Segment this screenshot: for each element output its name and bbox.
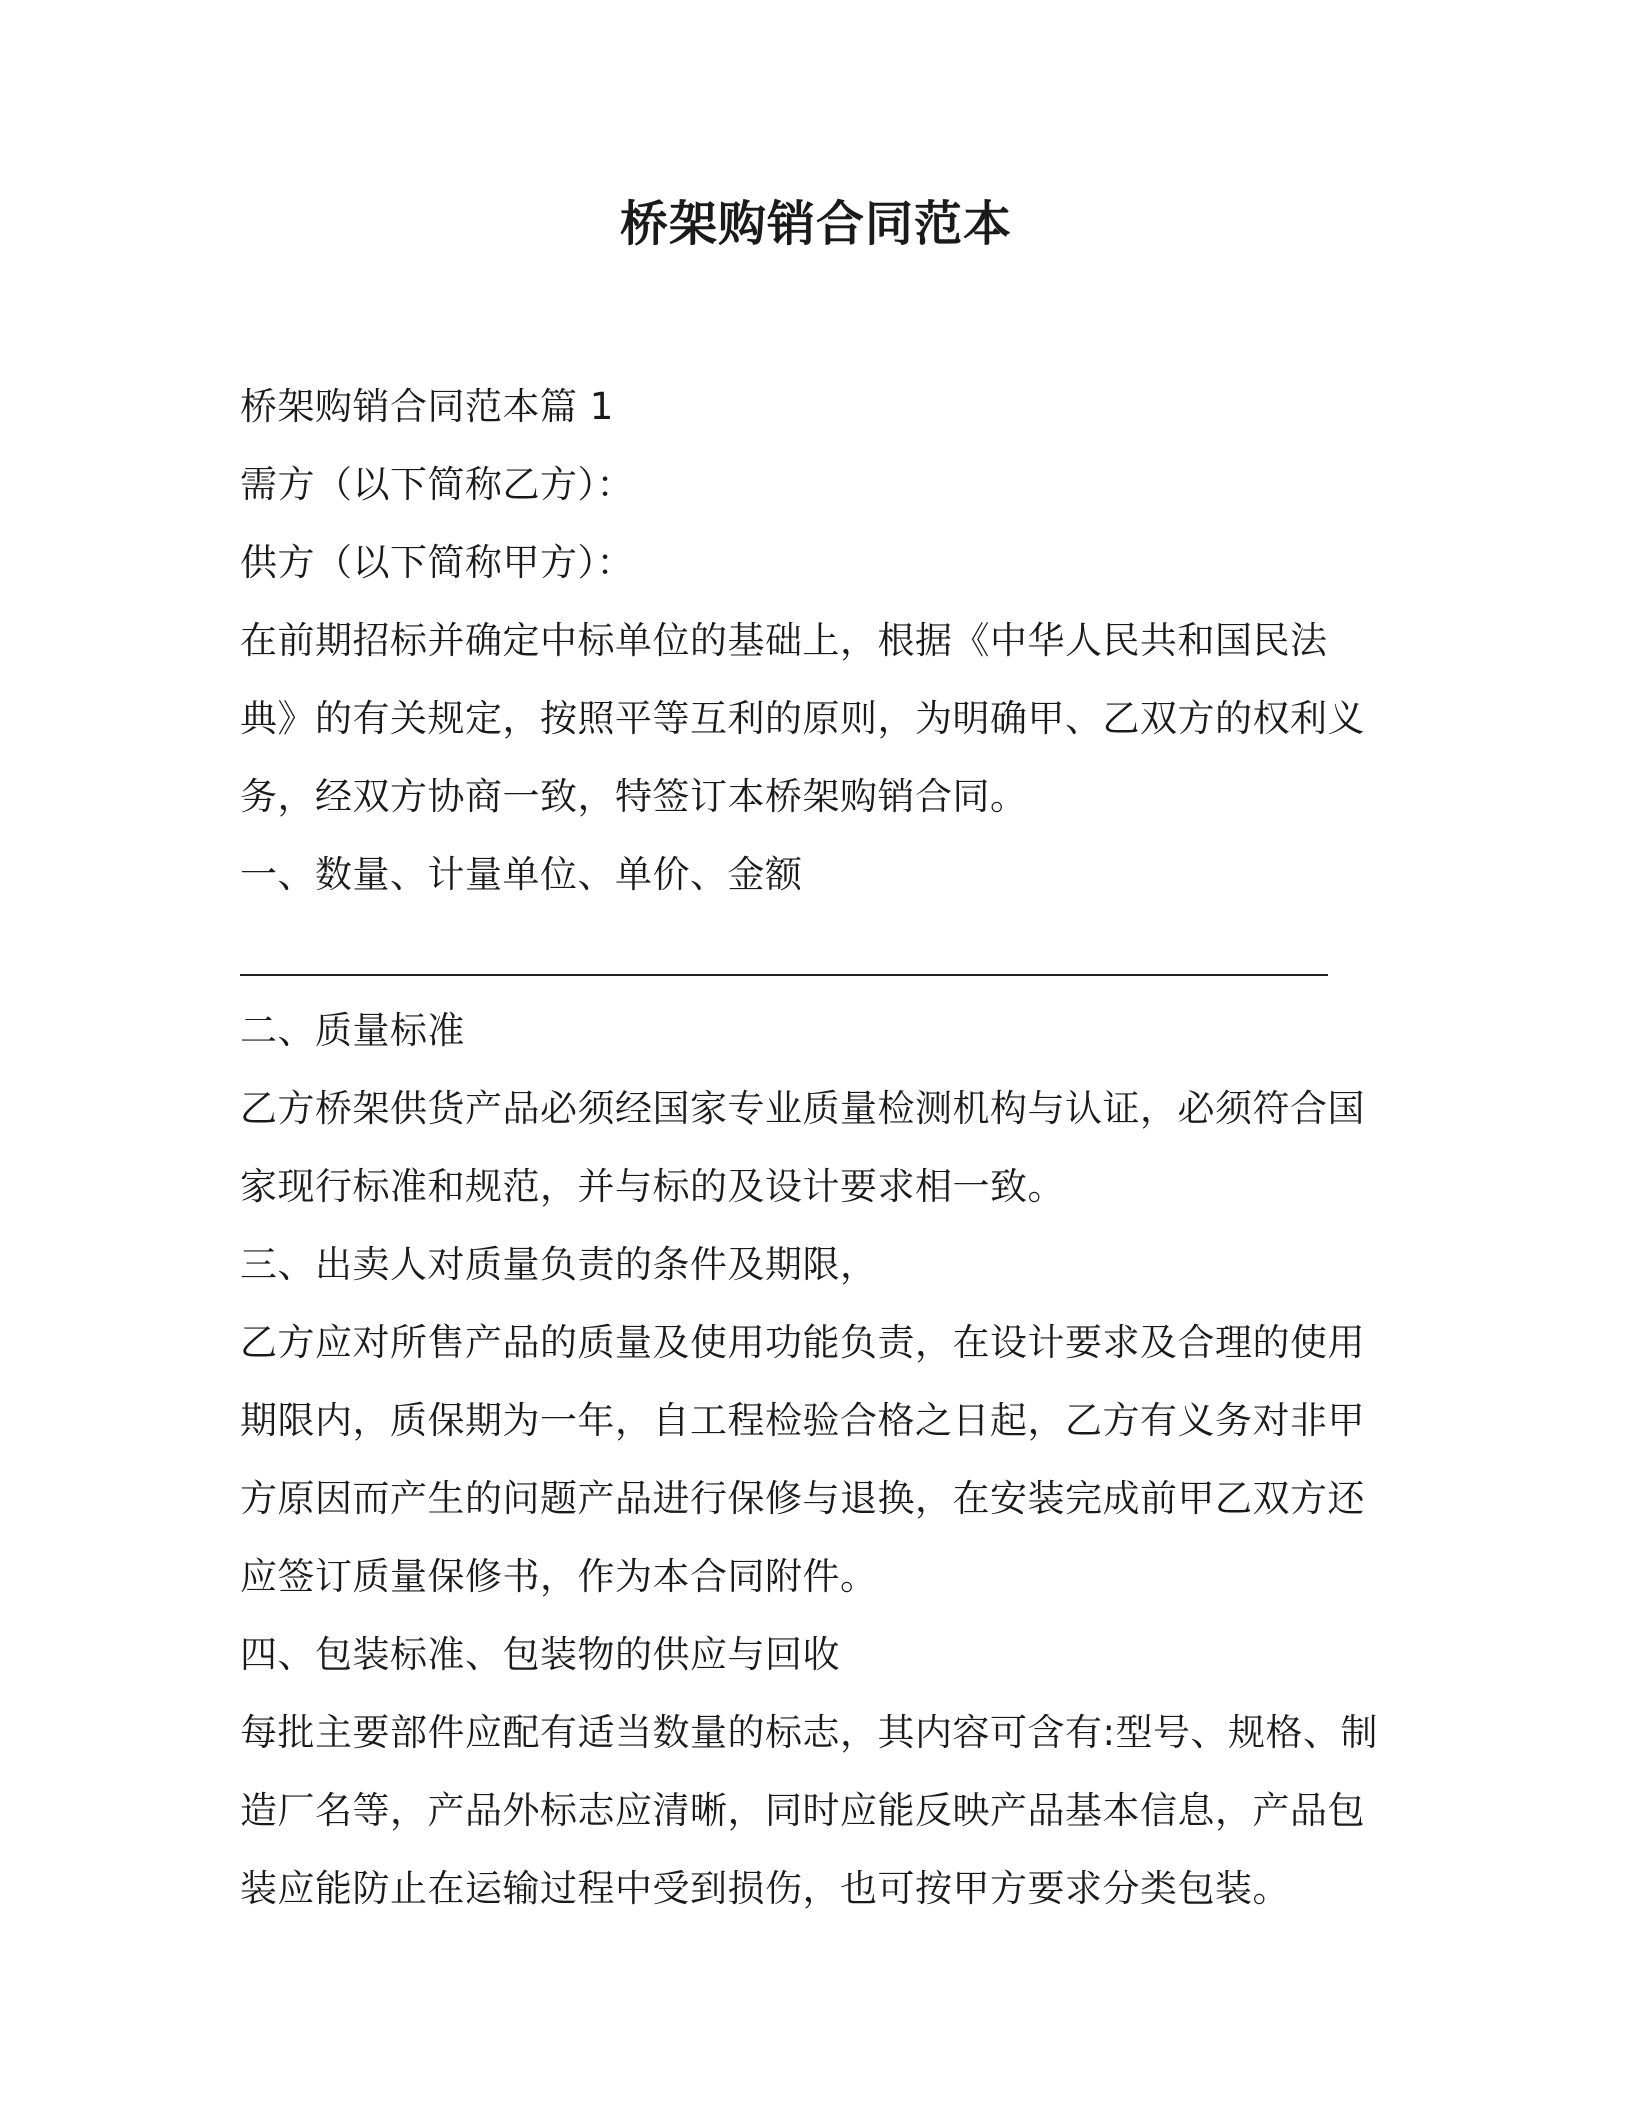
paragraph-line: 期限内，质保期为一年，自工程检验合格之日起，乙方有义务对非甲 bbox=[240, 1399, 1365, 1442]
document-title: 桥架购销合同范本 bbox=[619, 196, 1012, 252]
paragraph-line: 典》的有关规定，按照平等互利的原则，为明确甲、乙双方的权利义 bbox=[240, 697, 1365, 740]
paragraph-line: 家现行标准和规范，并与标的及设计要求相一致。 bbox=[240, 1165, 1065, 1208]
paragraph-line: 方原因而产生的问题产品进行保修与退换，在安装完成前甲乙双方还 bbox=[240, 1477, 1365, 1520]
paragraph-line: 乙方桥架供货产品必须经国家专业质量检测机构与认证，必须符合国 bbox=[240, 1087, 1365, 1130]
paragraph-line: 在前期招标并确定中标单位的基础上，根据《中华人民共和国民法 bbox=[240, 619, 1328, 662]
blank-fill-line bbox=[240, 914, 1376, 992]
paragraph-line: 造厂名等，产品外标志应清晰，同时应能反映产品基本信息，产品包 bbox=[240, 1789, 1365, 1832]
buyer-line: 需方（以下简称乙方）： bbox=[240, 463, 634, 506]
underline-rule bbox=[240, 974, 1328, 976]
paragraph-line: 应签订质量保修书，作为本合同附件。 bbox=[240, 1555, 878, 1598]
document-body bbox=[240, 368, 1376, 1928]
paragraph-line: 装应能防止在运输过程中受到损伤，也可按甲方要求分类包装。 bbox=[240, 1867, 1290, 1910]
paragraph-line: 乙方应对所售产品的质量及使用功能负责，在设计要求及合理的使用 bbox=[240, 1321, 1365, 1364]
clause-heading-3: 三、出卖人对质量负责的条件及期限， bbox=[240, 1243, 878, 1286]
paragraph-line: 务，经双方协商一致，特签订本桥架购销合同。 bbox=[240, 775, 1028, 818]
clause-heading-1: 一、数量、计量单位、单价、金额 bbox=[240, 853, 803, 896]
clause-heading-4: 四、包装标准、包装物的供应与回收 bbox=[240, 1633, 840, 1676]
clause-heading-2: 二、质量标准 bbox=[240, 1009, 465, 1052]
section-heading: 桥架购销合同范本篇 1 bbox=[240, 385, 614, 428]
paragraph-line: 每批主要部件应配有适当数量的标志，其内容可含有:型号、规格、制 bbox=[240, 1711, 1378, 1754]
seller-line: 供方（以下简称甲方）： bbox=[240, 541, 634, 584]
